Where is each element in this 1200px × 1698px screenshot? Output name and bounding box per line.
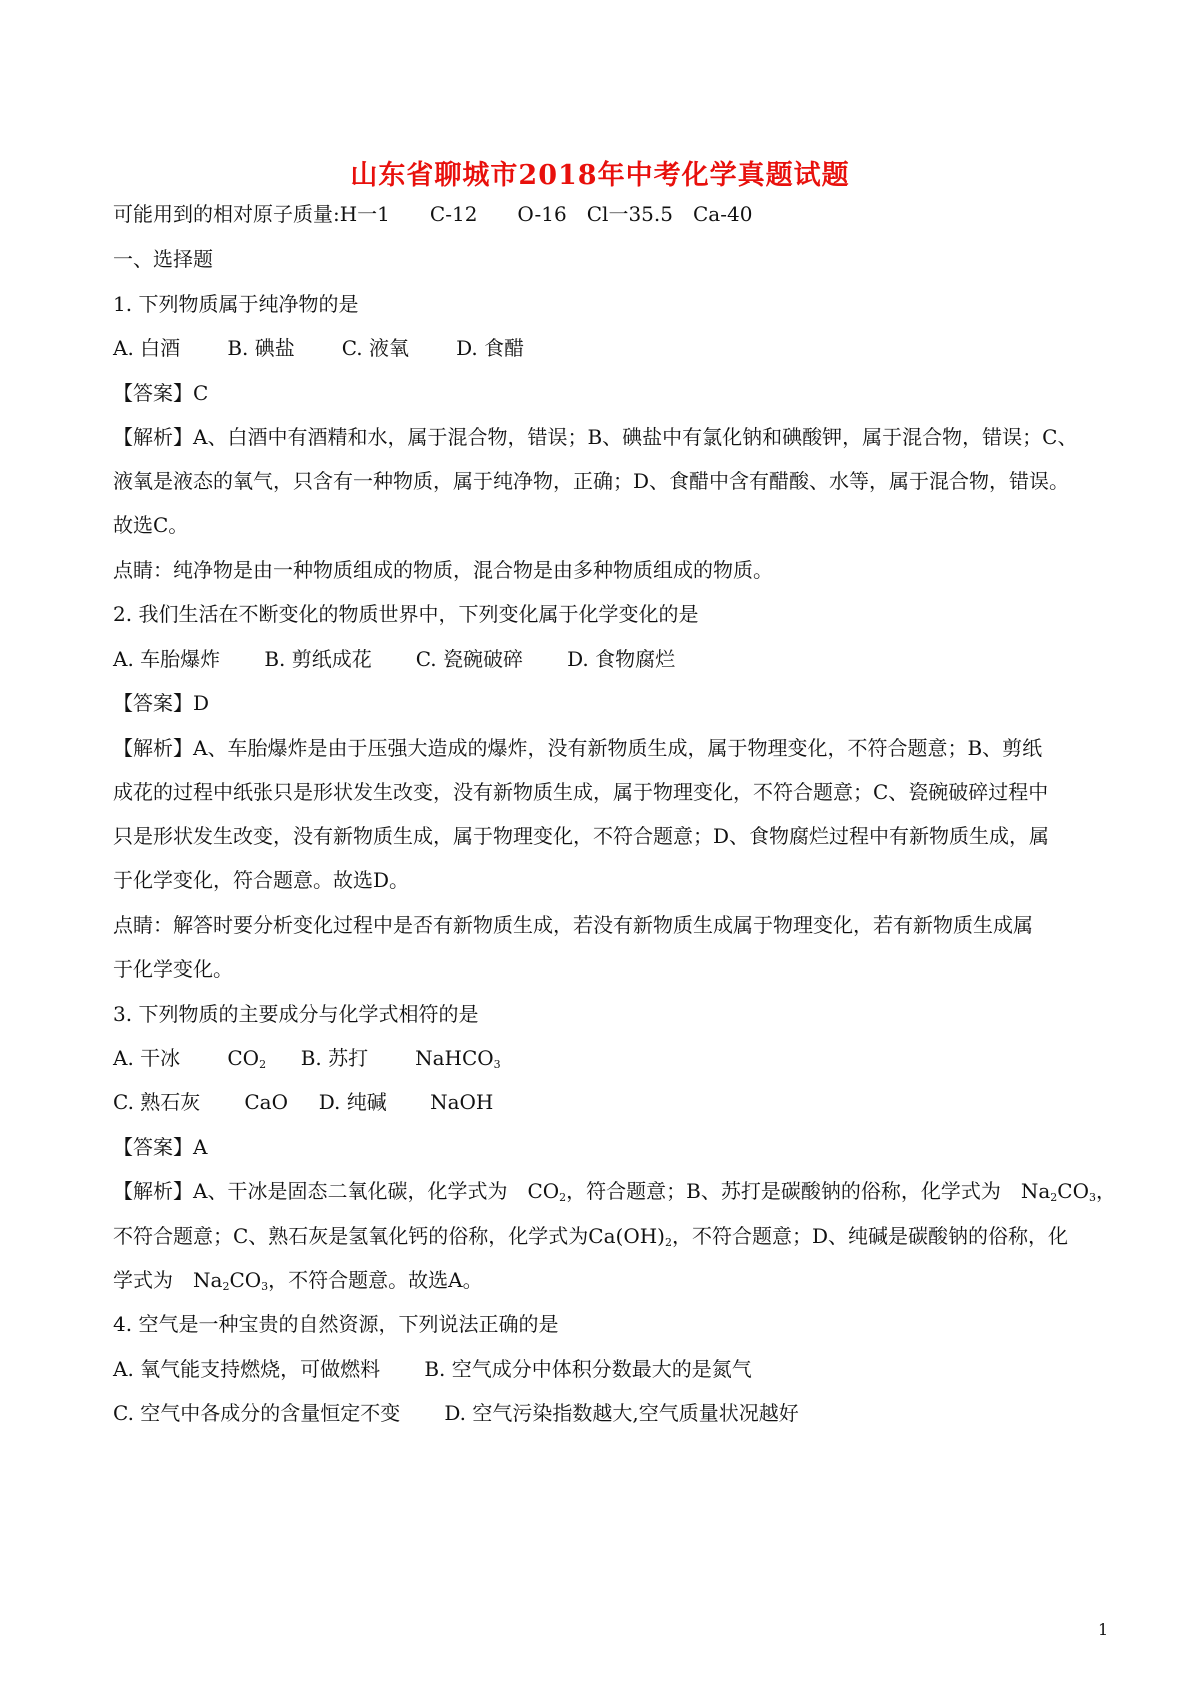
- option-d: D. 食醋: [456, 336, 525, 360]
- option-b: B. 苏打: [300, 1046, 369, 1070]
- question-2-analysis: 于化学变化，符合题意。故选D。: [113, 868, 410, 892]
- option-d: D. 纯碱: [318, 1090, 387, 1114]
- question-2-analysis: 只是形状发生改变，没有新物质生成，属于物理变化，不符合题意；D、食物腐烂过程中有新物质生成，属: [113, 824, 1050, 848]
- option-b: B. 剪纸成花: [264, 647, 372, 671]
- question-3-analysis: 学式为 $Na_2CO_3$，不符合题意。故选A。: [113, 1268, 483, 1293]
- question-4-options-row1: [113, 1355, 1103, 1383]
- question-1-stem: 1. 下列物质属于纯净物的是: [113, 292, 359, 316]
- question-2-note: 点睛：解答时要分析变化过程中是否有新物质生成，若没有新物质生成属于物理变化，若有新物质生成属: [113, 913, 1033, 937]
- option-c: C. 空气中各成分的含量恒定不变: [113, 1401, 401, 1425]
- question-1-note: 点睛：纯净物是由一种物质组成的物质，混合物是由多种物质组成的物质。: [113, 558, 773, 582]
- option-a-formula: $CO_2$: [227, 1046, 267, 1071]
- question-2-options: [113, 645, 1103, 673]
- option-a: A. 干冰: [113, 1046, 181, 1070]
- question-4-stem: 4. 空气是一种宝贵的自然资源，下列说法正确的是: [113, 1312, 559, 1336]
- question-3-options-row1: [113, 1044, 1103, 1072]
- question-3-options-row2: [113, 1088, 1103, 1116]
- question-3-answer: 【答案】A: [113, 1135, 208, 1159]
- page-number: 1: [1098, 1620, 1109, 1639]
- question-1-options: [113, 334, 1103, 362]
- question-2-note: 于化学变化。: [113, 957, 233, 981]
- option-a: A. 氧气能支持燃烧，可做燃料: [113, 1357, 381, 1381]
- option-b: B. 空气成分中体积分数最大的是氮气: [424, 1357, 752, 1381]
- page-title: 山东省聊城市2018年中考化学真题试题: [350, 160, 850, 191]
- option-b: B. 碘盐: [227, 336, 295, 360]
- question-2-analysis: 成花的过程中纸张只是形状发生改变，没有新物质生成，属于物理变化，不符合题意；C、瓷碗破碎过程中: [113, 780, 1049, 804]
- option-c: C. 瓷碗破碎: [415, 647, 524, 671]
- option-a: A. 车胎爆炸: [113, 647, 221, 671]
- question-1-analysis: 故选C。: [113, 513, 189, 537]
- question-3-analysis: 【解析】A、干冰是固态二氧化碳，化学式为 $CO_2$，符合题意；B、苏打是碳酸钠的俗称，化学式为 $Na_2CO_3$，: [113, 1179, 1116, 1204]
- option-c: C. 熟石灰: [113, 1090, 201, 1114]
- option-a: A. 白酒: [113, 336, 181, 360]
- option-c-formula: CaO: [244, 1090, 288, 1114]
- question-2-analysis: 【解析】A、车胎爆炸是由于压强大造成的爆炸，没有新物质生成，属于物理变化，不符合题意；B、剪纸: [113, 736, 1043, 760]
- question-3-stem: 3. 下列物质的主要成分与化学式相符的是: [113, 1002, 479, 1026]
- option-b-formula: NaHCO$_3$: [415, 1046, 501, 1071]
- option-d: D. 食物腐烂: [567, 647, 676, 671]
- question-1-answer: 【答案】C: [113, 381, 209, 405]
- option-d: D. 空气污染指数越大,空气质量状况越好: [444, 1401, 799, 1425]
- question-1-analysis: 液氧是液态的氧气，只含有一种物质，属于纯净物，正确；D、食醋中含有醋酸、水等，属于混合物，错误。: [113, 469, 1070, 493]
- section-heading: 一、选择题: [113, 247, 213, 271]
- question-1-analysis: 【解析】A、白酒中有酒精和水，属于混合物，错误；B、碘盐中有氯化钠和碘酸钾，属于混合物，错误；C、: [113, 425, 1078, 449]
- option-d-formula: NaOH: [430, 1090, 494, 1114]
- option-c: C. 液氧: [341, 336, 410, 360]
- atomic-mass-line: 可能用到的相对原子质量:H一1 C-12 O-16 Cl一35.5 Ca-40: [113, 202, 753, 226]
- question-2-stem: 2. 我们生活在不断变化的物质世界中，下列变化属于化学变化的是: [113, 602, 699, 626]
- question-3-analysis: 不符合题意；C、熟石灰是氢氧化钙的俗称，化学式为$Ca(OH)_2$，不符合题意；D、纯碱是碳酸钠的俗称，化: [113, 1224, 1069, 1249]
- question-4-options-row2: [113, 1399, 1103, 1427]
- question-2-answer: 【答案】D: [113, 691, 210, 715]
